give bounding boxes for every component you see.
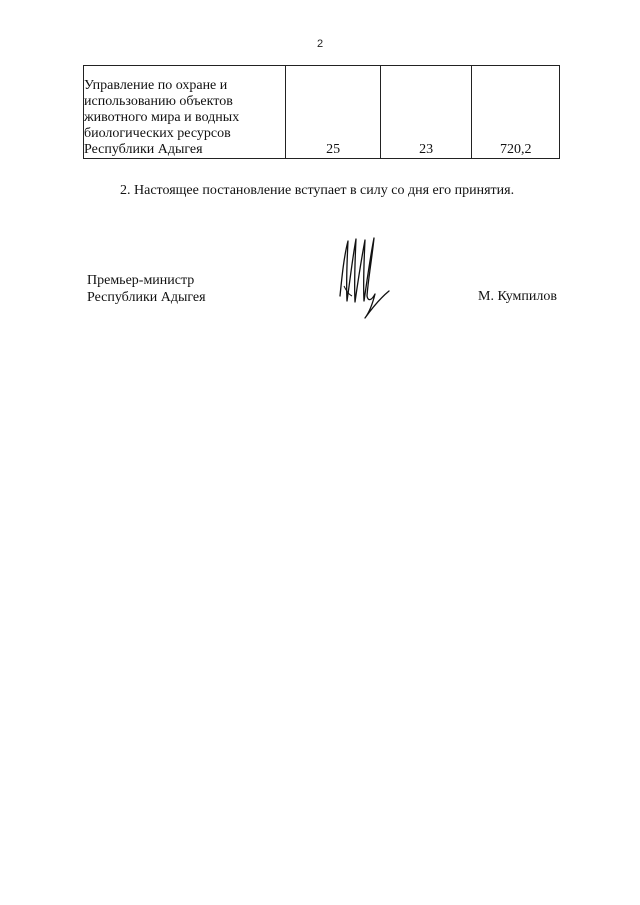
value-cell-3: 720,2 <box>472 66 560 159</box>
signer-name: М. Кумпилов <box>478 289 557 304</box>
organization-name-line: Республики Адыгея <box>84 142 203 157</box>
organization-name-line: Управление по охране и <box>84 78 228 93</box>
organization-name-cell <box>84 66 286 159</box>
organization-name-line: животного мира и водных <box>84 110 240 125</box>
page-number: 2 <box>316 38 324 50</box>
value-cell-1: 25 <box>286 66 381 159</box>
signer-position-line: Премьер-министр <box>87 273 195 288</box>
allocation-table <box>83 65 560 159</box>
effective-date-paragraph: 2. Настоящее постановление вступает в силу со дня его принятия. <box>120 183 515 198</box>
handwritten-signature <box>334 236 396 322</box>
signer-position-line: Республики Адыгея <box>87 290 206 305</box>
signer-position <box>87 272 206 306</box>
table-row <box>84 66 560 159</box>
organization-name-line: использованию объектов <box>84 94 233 109</box>
value-cell-2: 23 <box>380 66 472 159</box>
organization-name-line: биологических ресурсов <box>84 126 231 141</box>
